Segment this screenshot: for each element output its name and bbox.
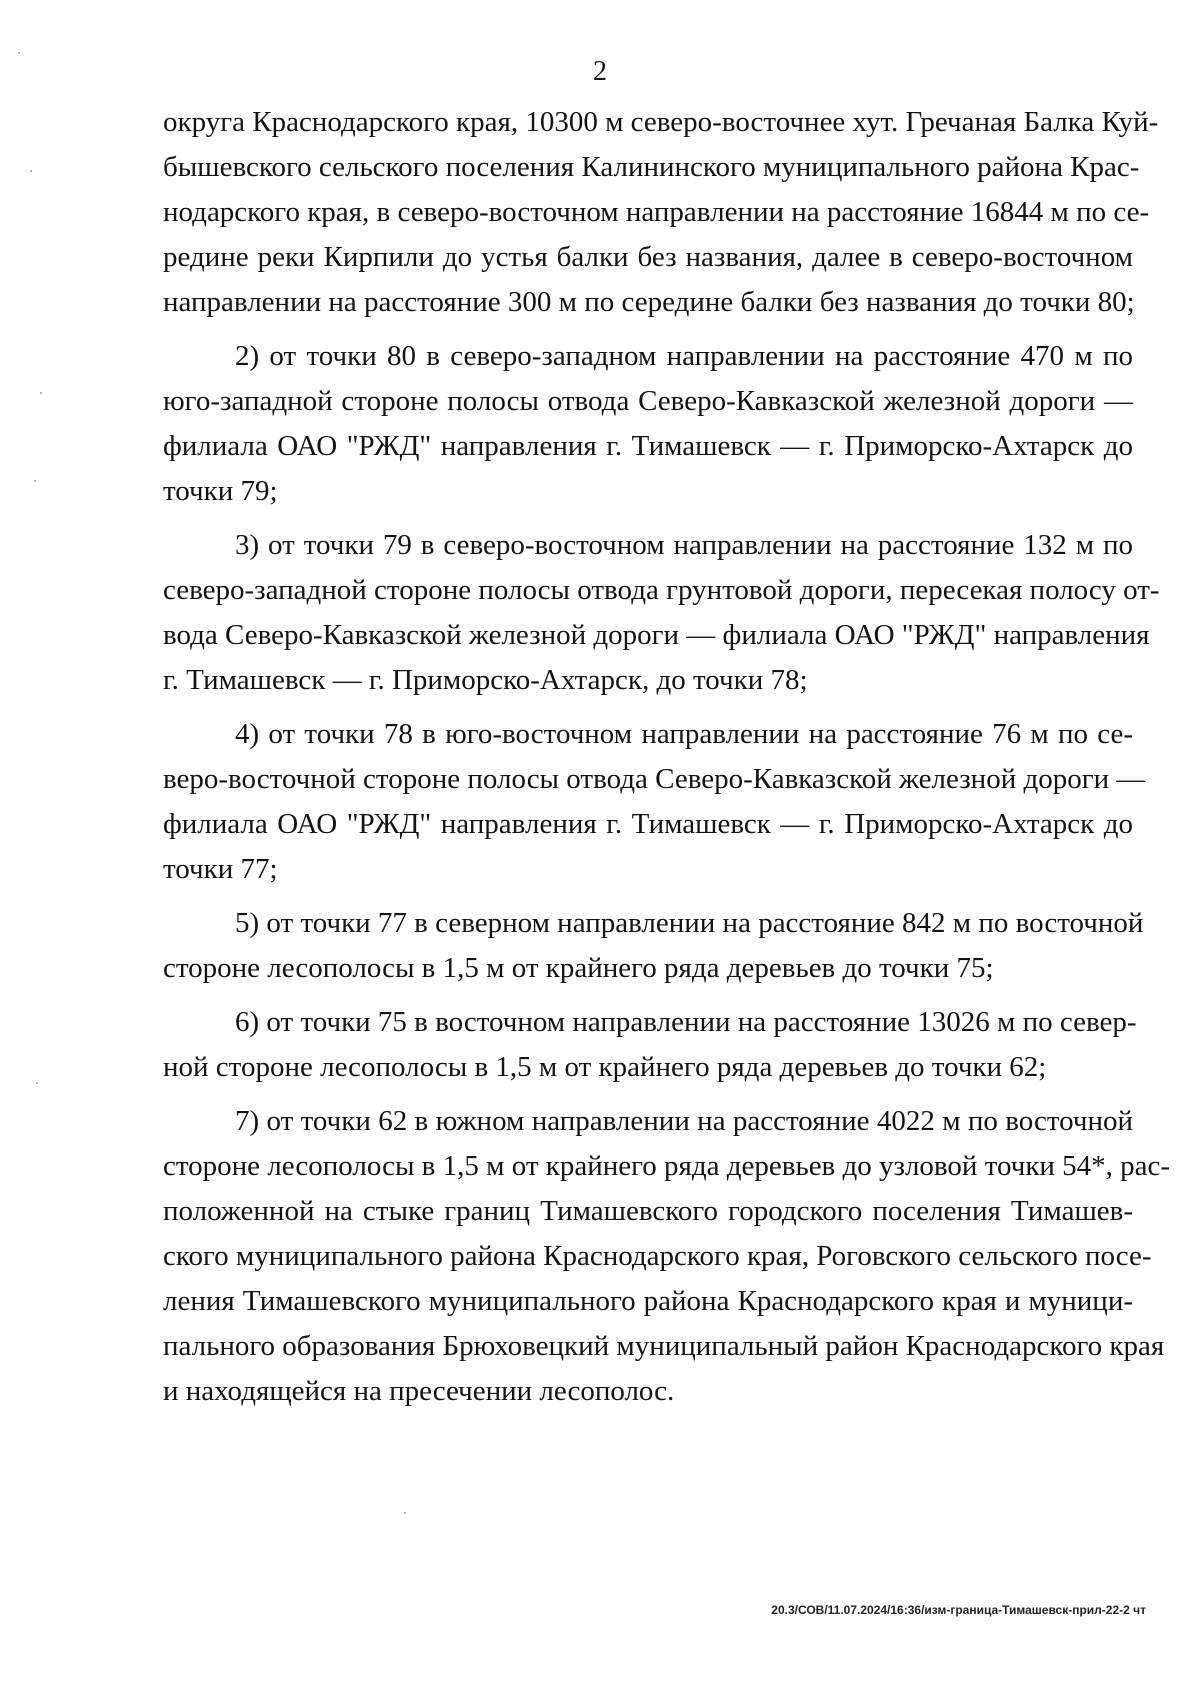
paragraph-item-4 bbox=[163, 712, 1146, 892]
text-line: 5) от точки 77 в северном направлении на расстояние 842 м по восточной bbox=[235, 907, 1144, 939]
text-line: 3) от точки 79 в северо-восточном направлении на расстояние 132 м по bbox=[235, 529, 1133, 561]
text-line: стороне лесополосы в 1,5 м от крайнего ряда деревьев до точки 75; bbox=[163, 952, 994, 984]
text-line: точки 79; bbox=[163, 475, 278, 507]
text-line: ского муниципального района Краснодарского края, Роговского сельского посе- bbox=[163, 1240, 1152, 1272]
text-line: 6) от точки 75 в восточном направлении на расстояние 13026 м по север- bbox=[235, 1006, 1137, 1038]
text-line: северо-западной стороне полосы отвода грунтовой дороги, пересекая полосу от- bbox=[163, 574, 1160, 606]
text-line: 7) от точки 62 в южном направлении на расстояние 4022 м по восточной bbox=[235, 1105, 1133, 1137]
text-line: стороне лесополосы в 1,5 м от крайнего ряда деревьев до узловой точки 54*, рас- bbox=[163, 1150, 1171, 1182]
text-line: пального образования Брюховецкий муниципальный район Краснодарского края bbox=[163, 1330, 1165, 1362]
text-line: точки 77; bbox=[163, 853, 278, 885]
document-footer-code: 20.3/СОВ/11.07.2024/16:36/изм-граница-Тимашевск-прил-22-2 чт bbox=[771, 1603, 1146, 1617]
text-line: положенной на стыке границ Тимашевского городского поселения Тимашев- bbox=[163, 1195, 1133, 1227]
scan-speck bbox=[404, 1512, 406, 1514]
text-line: веро-восточной стороне полосы отвода Северо-Кавказской железной дороги — bbox=[163, 763, 1146, 795]
text-line: редине реки Кирпили до устья балки без названия, далее в северо-восточном bbox=[163, 241, 1133, 273]
text-line: филиала ОАО "РЖД" направления г. Тимашевск — г. Приморско-Ахтарск до bbox=[163, 808, 1133, 840]
text-line: вода Северо-Кавказской железной дороги — филиала ОАО "РЖД" направления bbox=[163, 619, 1150, 651]
text-line: юго-западной стороне полосы отвода Северо-Кавказской железной дороги — bbox=[163, 385, 1133, 417]
text-line: нодарского края, в северо-восточном направлении на расстояние 16844 м по се- bbox=[163, 196, 1150, 228]
paragraph-item-2 bbox=[163, 334, 1133, 514]
text-line: округа Краснодарского края, 10300 м северо-восточнее хут. Гречаная Балка Куй- bbox=[163, 106, 1159, 138]
page-number: 2 bbox=[593, 56, 607, 87]
text-line: бышевского сельского поселения Калининского муниципального района Крас- bbox=[163, 151, 1140, 183]
text-line: направлении на расстояние 300 м по середине балки без названия до точки 80; bbox=[163, 286, 1135, 318]
paragraph-item-7 bbox=[163, 1099, 1171, 1414]
text-line: филиала ОАО "РЖД" направления г. Тимашевск — г. Приморско-Ахтарск до bbox=[163, 430, 1133, 462]
paragraph-item-5 bbox=[163, 901, 1144, 991]
text-line: и находящейся на пресечении лесополос. bbox=[163, 1375, 675, 1407]
paragraph-item-3 bbox=[163, 523, 1160, 703]
paragraph-continuation bbox=[163, 100, 1159, 325]
text-line: 2) от точки 80 в северо-западном направлении на расстояние 470 м по bbox=[235, 340, 1133, 372]
paragraph-item-6 bbox=[163, 1000, 1137, 1090]
text-line: ной стороне лесополосы в 1,5 м от крайнего ряда деревьев до точки 62; bbox=[163, 1051, 1047, 1083]
scan-speck bbox=[18, 52, 20, 54]
scan-speck bbox=[30, 170, 32, 172]
scan-speck bbox=[36, 1082, 38, 1084]
scan-speck bbox=[34, 480, 36, 482]
text-line: 4) от точки 78 в юго-восточном направлении на расстояние 76 м по се- bbox=[235, 718, 1133, 750]
text-line: г. Тимашевск — г. Приморско-Ахтарск, до точки 78; bbox=[163, 664, 808, 696]
document-body bbox=[163, 100, 1171, 1414]
scan-speck bbox=[40, 392, 42, 394]
text-line: ления Тимашевского муниципального района Краснодарского края и муници- bbox=[163, 1285, 1133, 1317]
